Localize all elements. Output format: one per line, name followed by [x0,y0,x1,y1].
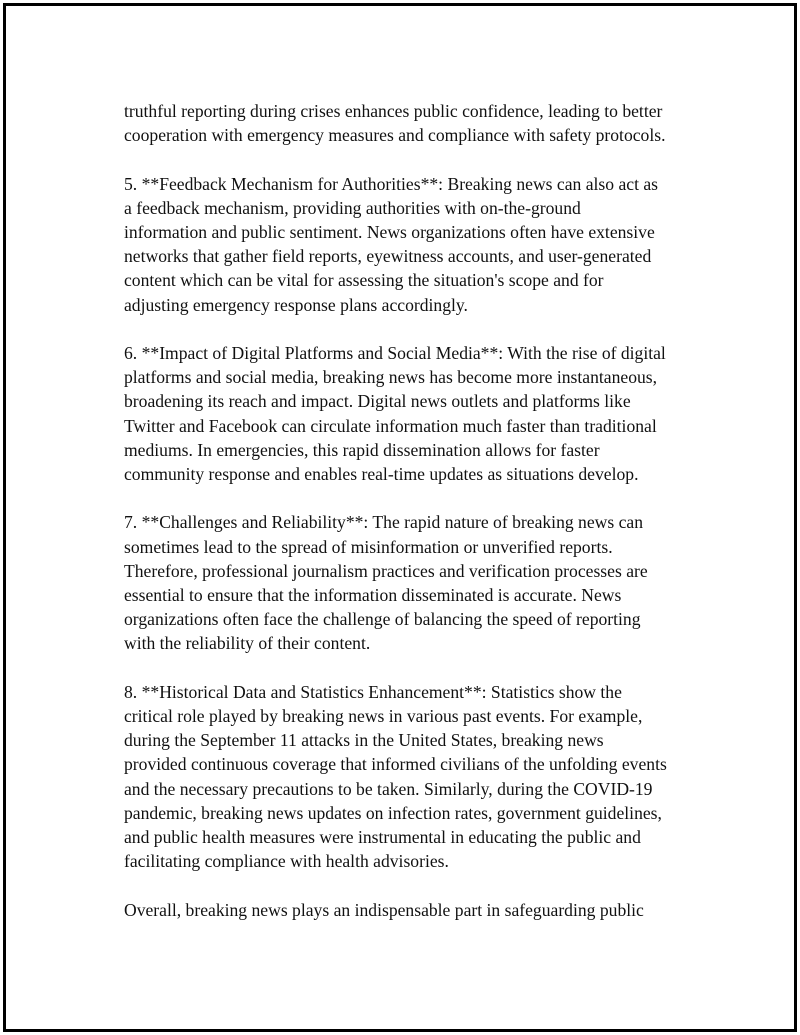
text-line: with the reliability of their content. [124,633,371,654]
text-line: content which can be vital for assessing the situation's scope and for [124,270,604,291]
paragraph-feedback-mechanism [124,172,704,317]
text-line: platforms and social media, breaking news has become more instantaneous, [124,367,658,388]
text-line: Therefore, professional journalism practices and verification processes are [124,560,648,581]
text-line: information and public sentiment. News organizations often have extensive [124,222,655,242]
text-line: Overall, breaking news plays an indispensable part in safeguarding public [124,899,644,920]
text-line: organizations often face the challenge of balancing the speed of reporting [124,609,641,630]
paragraph-digital-platforms [124,341,704,486]
text-line: a feedback mechanism, providing authorities with on-the-ground [124,197,581,218]
text-line: 8. **Historical Data and Statistics Enhancement**: Statistics show the [124,681,622,702]
text-line: critical role played by breaking news in various past events. For example, [124,706,643,727]
text-line: provided continuous coverage that informed civilians of the unfolding events [124,754,667,775]
text-line: Twitter and Facebook can circulate information much faster than traditional [124,415,657,436]
text-line: pandemic, breaking news updates on infection rates, government guidelines, [124,802,662,823]
text-line: 7. **Challenges and Reliability**: The rapid nature of breaking news can [124,512,644,533]
paragraph-overall [124,898,704,922]
text-line: cooperation with emergency measures and compliance with safety protocols. [124,125,666,146]
paragraph-historical-data [124,680,704,874]
text-line: truthful reporting during crises enhances public confidence, leading to better [124,101,663,121]
text-line: broadening its reach and impact. Digital news outlets and platforms like [124,391,631,412]
text-line: community response and enables real-time updates as situations develop. [124,464,639,485]
page-frame [3,3,797,1032]
text-line: facilitating compliance with health advisories. [124,851,449,872]
text-line: 6. **Impact of Digital Platforms and Social Media**: With the rise of digital [124,343,666,363]
document-body [124,99,704,946]
text-line: during the September 11 attacks in the United States, breaking news [124,730,604,751]
text-line: sometimes lead to the spread of misinformation or unverified reports. [124,536,613,557]
paragraph-continuation [124,99,704,147]
text-line: adjusting emergency response plans accordingly. [124,294,468,315]
paragraph-challenges-reliability [124,510,704,655]
text-line: essential to ensure that the information disseminated is accurate. News [124,585,622,606]
text-line: networks that gather field reports, eyewitness accounts, and user-generated [124,246,652,267]
text-line: mediums. In emergencies, this rapid dissemination allows for faster [124,439,600,460]
text-line: 5. **Feedback Mechanism for Authorities**: Breaking news can also act as [124,173,659,194]
text-line: and public health measures were instrumental in educating the public and [124,827,641,848]
text-line: and the necessary precautions to be taken. Similarly, during the COVID-19 [124,778,653,799]
